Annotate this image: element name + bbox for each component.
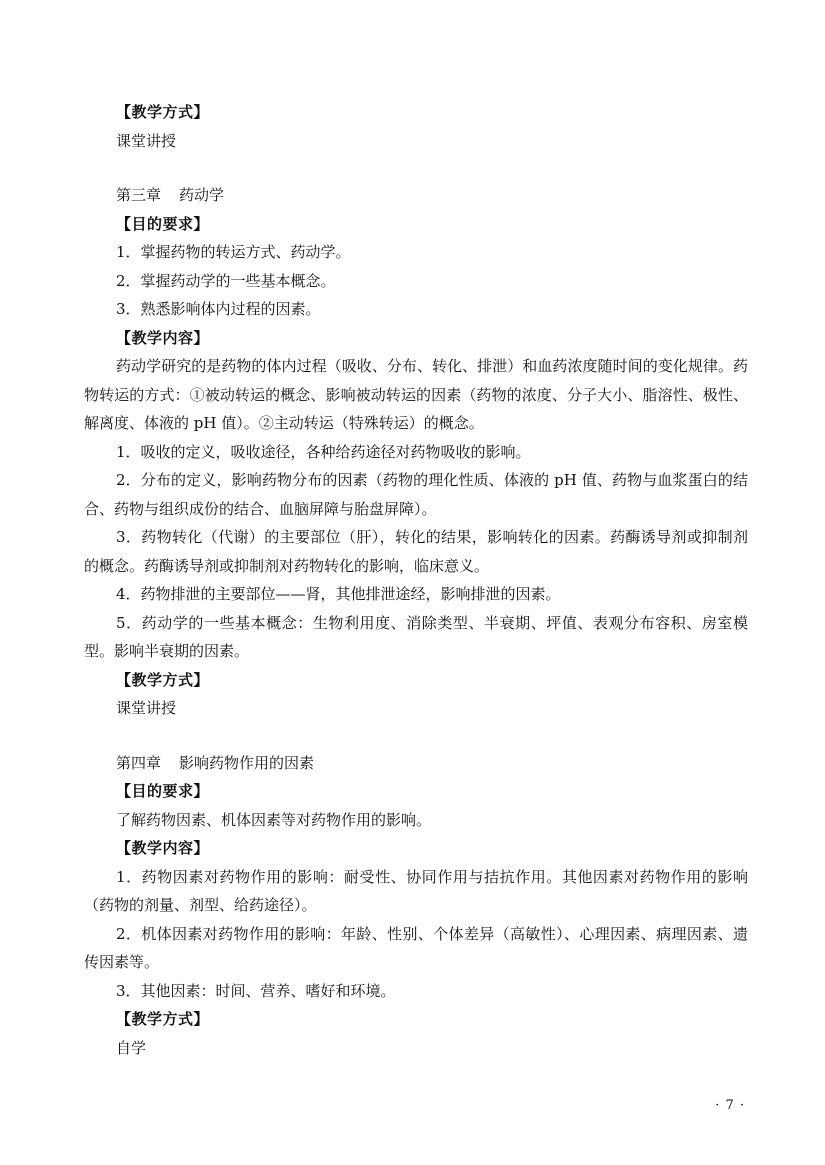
chapter-3-number: 第三章 [116,186,162,204]
chapter-3-goals-heading: 【目的要求】 [116,214,210,233]
spacer [84,723,748,749]
chapter-4-title [84,749,748,778]
chapter-3-content-heading: 【教学内容】 [116,328,210,347]
chapter-3-content-item: 1．吸收的定义，吸收途径，各种给药途径对药物吸收的影响。 [116,442,531,461]
teaching-method-heading: 【教学方式】 [116,103,210,121]
chapter-4-method-heading: 【教学方式】 [116,1010,210,1028]
chapter-3-name: 药动学 [179,186,225,204]
chapter-3-method-text: 课堂讲授 [116,699,177,717]
spacer [84,155,748,181]
teaching-method-text: 课堂讲授 [116,131,177,150]
chapter-4-content-item: 3．其他因素：时间、营养、嗜好和环境。 [116,981,396,1000]
chapter-3-content-item: 4．药物排泄的主要部位——肾，其他排泄途经，影响排泄的因素。 [116,585,561,603]
chapter-3-goal-item: 1．掌握药物的转运方式、药动学。 [116,243,351,261]
chapter-3-goal-item: 2．掌握药动学的一些基本概念。 [116,271,336,290]
chapter-3-content-intro: 药动学研究的是药物的体内过程（吸收、分布、转化、排泄）和血药浓度随时间的变化规律。药物转运的方式：①被动转运的概念、影响被动转运的因素（药物的浓度、分子大小、脂溶性、极性、解离度、体液的 pH 值）。②主动转运（特殊转运）的概念。 [84,357,748,432]
chapter-4-name: 影响药物作用的因素 [179,753,315,772]
chapter-3-content-item: 3．药物转化（代谢）的主要部位（肝），转化的结果，影响转化的因素。药酶诱导剂或抑制剂的概念。药酶诱导剂或抑制剂对药物转化的影响，临床意义。 [84,528,748,575]
page-number: · 7 · [715,1098,745,1113]
chapter-3-goal-item: 3．熟悉影响体内过程的因素。 [116,300,321,318]
chapter-3-method-heading: 【教学方式】 [116,670,210,689]
chapter-4-goals-heading: 【目的要求】 [116,782,210,800]
chapter-4-number: 第四章 [116,753,162,772]
chapter-4-content-item: 2．机体因素对药物作用的影响：年龄、性别、个体差异（高敏性）、心理因素、病理因素、遗传因素等。 [84,924,748,971]
chapter-4-content-item: 1．药物因素对药物作用的影响：耐受性、协同作用与拮抗作用。其他因素对药物作用的影响（药物的剂量、剂型、给药途径）。 [84,867,748,914]
document-page [84,98,748,1062]
chapter-3-title [84,181,748,210]
chapter-4-goals-text: 了解药物因素、机体因素等对药物作用的影响。 [116,810,432,829]
chapter-3-content-item: 5．药动学的一些基本概念：生物利用度、消除类型、半衰期、坪值、表观分布容积、房室模型。影响半衰期的因素。 [84,613,748,660]
chapter-3-content-item: 2．分布的定义，影响药物分布的因素（药物的理化性质、体液的 pH 值、药物与血浆蛋白的结合、药物与组织成份的结合、血脑屏障与胎盘屏障）。 [84,471,748,518]
chapter-4-method-text: 自学 [116,1038,147,1057]
chapter-4-content-heading: 【教学内容】 [116,839,210,857]
